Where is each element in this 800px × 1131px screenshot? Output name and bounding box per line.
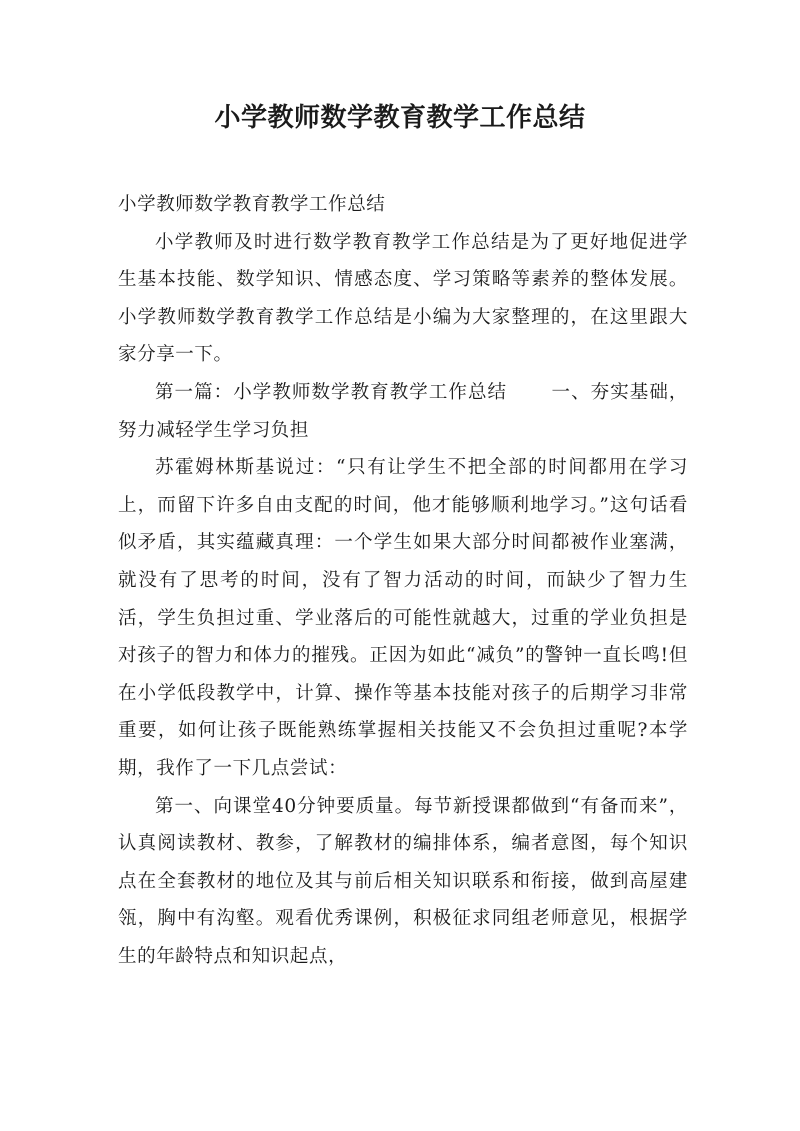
document-body xyxy=(118,186,688,975)
intro-paragraph: 小学教师及时进行数学教育教学工作总结是为了更好地促进学生基本技能、数学知识、情感态度、学习策略等素养的整体发展。小学教师数学教育教学工作总结是小编为大家整理的，在这里跟大家分享一下。 xyxy=(118,231,688,366)
document-subtitle: 小学教师数学教育教学工作总结 xyxy=(118,194,386,215)
body-paragraph-1: 苏霍姆林斯基说过：“只有让学生不把全部的时间都用在学习上，而留下许多自由支配的时间，他才能够顺利地学习。”这句话看似矛盾，其实蕴藏真理：一个学生如果大部分时间都被作业塞满，就没有了思考的时间，没有了智力活动的时间，而缺少了智力生活，学生负担过重、学业落后的可能性就越大，过重的学业负担是对孩子的智力和体力的摧残。正因为如此“减负”的警钟一直长鸣!但在小学低段教学中，计算、操作等基本技能对孩子的后期学习非常重要，如何让孩子既能熟练掌握相关技能又不会负担过重呢?本学期，我作了一下几点尝试： xyxy=(118,457,688,779)
body-paragraph-2: 第一、向课堂40分钟要质量。每节新授课都做到“有备而来”，认真阅读教材、教参，了解教材的编排体系，编者意图，每个知识点在全套教材的地位及其与前后相关知识联系和衔接，做到高屋建瓴，胸中有沟壑。观看优秀课例，积极征求同组老师意见，根据学生的年龄特点和知识起点， xyxy=(118,795,688,967)
section-label: 第一篇：小学教师数学教育教学工作总结 xyxy=(155,381,508,403)
section-heading: 一、夯实基础，努力减轻学生学习负担 xyxy=(118,381,688,441)
section-heading-line xyxy=(118,374,688,449)
document-title: 小学教师数学教育教学工作总结 xyxy=(214,103,586,133)
